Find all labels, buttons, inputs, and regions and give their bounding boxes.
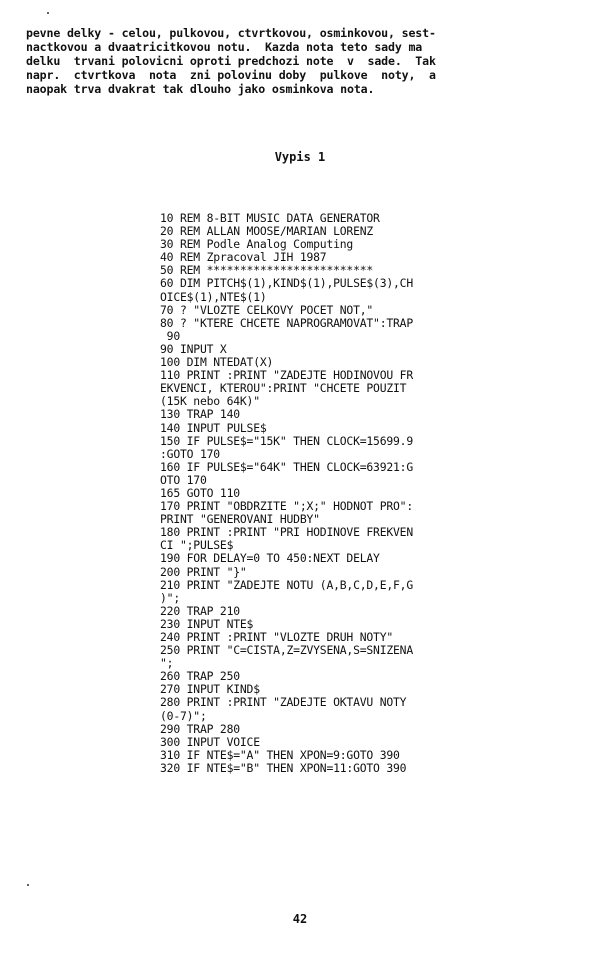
code-line: (15K nebo 64K)": [160, 394, 260, 409]
code-line: 300 INPUT VOICE: [160, 734, 260, 749]
code-line: 150 IF PULSE$="15K" THEN CLOCK=15699.9: [160, 433, 413, 448]
code-line: 160 IF PULSE$="64K" THEN CLOCK=63921:G: [160, 459, 413, 474]
code-line: 170 PRINT "OBDRZITE ";X;" HODNOT PRO":: [160, 499, 413, 514]
code-line: :GOTO 170: [160, 446, 220, 461]
code-line: EKVENCI, KTEROU":PRINT "CHCETE POUZIT: [160, 381, 407, 396]
code-line: )";: [160, 590, 180, 605]
code-line: 90 INPUT X: [160, 341, 227, 356]
intro-line: napr. ctvrtkova nota zni polovinu doby pulkove noty, a: [26, 68, 436, 82]
code-line: 10 REM 8-BIT MUSIC DATA GENERATOR: [160, 211, 380, 225]
code-line: CI ";PULSE$: [160, 538, 234, 553]
code-line: 180 PRINT :PRINT "PRI HODINOVE FREKVEN: [160, 525, 413, 540]
intro-line: pevne delky - celou, pulkovou, ctvrtkovou, osminkovou, sest-: [26, 26, 436, 40]
code-line: 70 ? "VLOZTE CELKOVY POCET NOT,": [160, 302, 374, 317]
code-line: OTO 170: [160, 472, 207, 487]
code-line: 50 REM *************************: [160, 263, 374, 278]
intro-line: nactkovou a dvaatricitkovou notu. Kazda nota teto sady ma: [26, 40, 423, 54]
intro-line: naopak trva dvakrat tak dlouho jako osminkova nota.: [26, 82, 375, 96]
code-line: 320 IF NTE$="B" THEN XPON=11:GOTO 390: [160, 760, 407, 775]
code-line: 165 GOTO 110: [160, 485, 240, 500]
code-line: 310 IF NTE$="A" THEN XPON=9:GOTO 390: [160, 747, 400, 762]
code-line: PRINT "GENEROVANI HUDBY": [160, 512, 320, 527]
speck-mark: [27, 884, 29, 886]
code-line: 80 ? "KTERE CHCETE NAPROGRAMOVAT":TRAP: [160, 315, 413, 330]
code-line: 240 PRINT :PRINT "VLOZTE DRUH NOTY": [160, 630, 394, 644]
code-line: 280 PRINT :PRINT "ZADEJTE OKTAVU NOTY: [160, 695, 407, 710]
code-line: 260 TRAP 250: [160, 669, 240, 684]
code-line: 290 TRAP 280: [160, 721, 240, 736]
listing-heading: Vypis 1: [274, 150, 326, 164]
code-line: 90: [160, 328, 180, 343]
code-line: 270 INPUT KIND$: [160, 682, 260, 697]
speck-mark: [47, 12, 49, 14]
code-line: 210 PRINT "ZADEJTE NOTU (A,B,C,D,E,F,G: [160, 577, 413, 592]
code-line: 190 FOR DELAY=0 TO 450:NEXT DELAY: [160, 551, 380, 566]
code-line: 230 INPUT NTE$: [160, 616, 254, 631]
code-line: 20 REM ALLAN MOOSE/MARIAN LORENZ: [160, 224, 374, 239]
code-line: OICE$(1),NTE$(1): [160, 289, 267, 304]
code-line: 30 REM Podle Analog Computing: [160, 237, 354, 252]
code-line: 250 PRINT "C=CISTA,Z=ZVYSENA,S=SNIZENA: [160, 643, 413, 658]
code-line: 140 INPUT PULSE$: [160, 420, 267, 435]
code-line: 110 PRINT :PRINT "ZADEJTE HODINOVOU FR: [160, 368, 413, 383]
intro-paragraph: [26, 26, 574, 96]
code-line: 40 REM Zpracoval JIH 1987: [160, 250, 327, 265]
code-line: 200 PRINT "}": [160, 564, 247, 579]
page-number: 42: [292, 912, 308, 926]
basic-listing: [160, 212, 520, 775]
code-line: 60 DIM PITCH$(1),KIND$(1),PULSE$(3),CH: [160, 276, 413, 291]
code-line: ";: [160, 656, 174, 671]
code-line: 100 DIM NTEDAT(X): [160, 355, 274, 370]
code-line: 130 TRAP 140: [160, 407, 240, 422]
code-line: (0-7)";: [160, 708, 207, 723]
intro-line: delku trvani polovicni oproti predchozi note v sade. Tak: [26, 54, 436, 68]
code-line: 220 TRAP 210: [160, 603, 240, 618]
